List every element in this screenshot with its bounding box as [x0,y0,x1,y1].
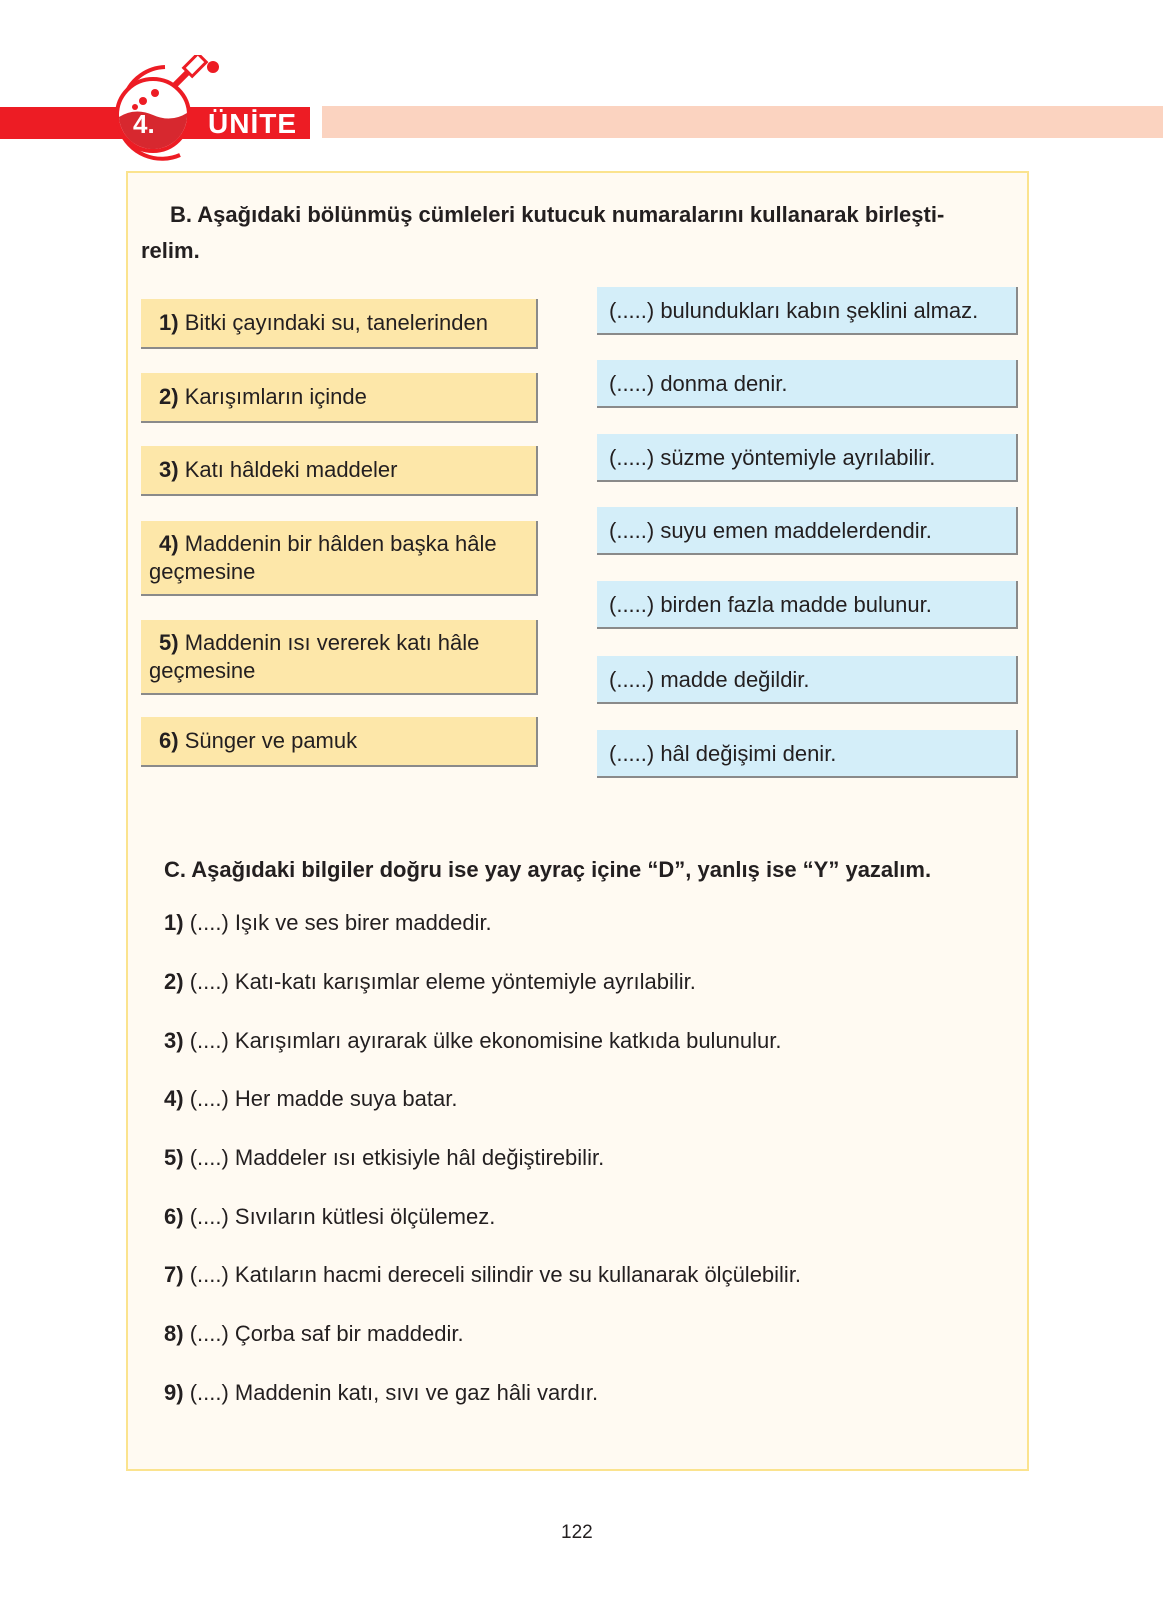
section-b-title: B. Aşağıdaki bölünmüş cümleleri kutucuk numaralarını kullanarak birleşti- [170,202,945,227]
statement-8[interactable]: 8) (....) Çorba saf bir maddedir. [164,1321,464,1346]
left-box-5: 5) Maddenin ısı vererek katı hâle geçmesine [141,620,538,695]
section-b-title-cont: relim. [141,238,200,263]
statement-4[interactable]: 4) (....) Her madde suya batar. [164,1086,458,1111]
unit-label: ÜNİTE [208,108,297,139]
statement-2[interactable]: 2) (....) Katı-katı karışımlar eleme yöntemiyle ayrılabilir. [164,969,696,994]
right-box-1[interactable]: (.....) bulundukları kabın şeklini almaz. [597,287,1018,335]
statement-5[interactable]: 5) (....) Maddeler ısı etkisiyle hâl değiştirebilir. [164,1145,605,1170]
header-peach-bar [322,106,1163,138]
right-box-2[interactable]: (.....) donma denir. [597,360,1018,408]
statement-6[interactable]: 6) (....) Sıvıların kütlesi ölçülemez. [164,1204,496,1229]
left-box-3: 3) Katı hâldeki maddeler [141,446,538,496]
statement-3[interactable]: 3) (....) Karışımları ayırarak ülke ekonomisine katkıda bulunulur. [164,1028,782,1053]
statement-9[interactable]: 9) (....) Maddenin katı, sıvı ve gaz hâli vardır. [164,1380,599,1405]
left-box-4: 4) Maddenin bir hâlden başka hâle geçmesine [141,521,538,596]
left-box-1: 1) Bitki çayındaki su, tanelerinden [141,299,538,349]
right-box-6[interactable]: (.....) madde değildir. [597,656,1018,704]
statement-7[interactable]: 7) (....) Katıların hacmi dereceli silindir ve su kullanarak ölçülebilir. [164,1262,802,1287]
page-number: 122 [561,1522,593,1543]
unit-number: 4. [133,109,155,139]
flask-icon [105,55,225,165]
statement-1[interactable]: 1) (....) Işık ve ses birer maddedir. [164,910,492,935]
left-box-6: 6) Sünger ve pamuk [141,717,538,767]
section-c-title: C. Aşağıdaki bilgiler doğru ise yay ayraç içine “D”, yanlış ise “Y” yazalım. [164,857,932,882]
right-box-4[interactable]: (.....) suyu emen maddelerdendir. [597,507,1018,555]
right-box-3[interactable]: (.....) süzme yöntemiyle ayrılabilir. [597,434,1018,482]
right-box-7[interactable]: (.....) hâl değişimi denir. [597,730,1018,778]
left-box-2: 2) Karışımların içinde [141,373,538,423]
right-box-5[interactable]: (.....) birden fazla madde bulunur. [597,581,1018,629]
